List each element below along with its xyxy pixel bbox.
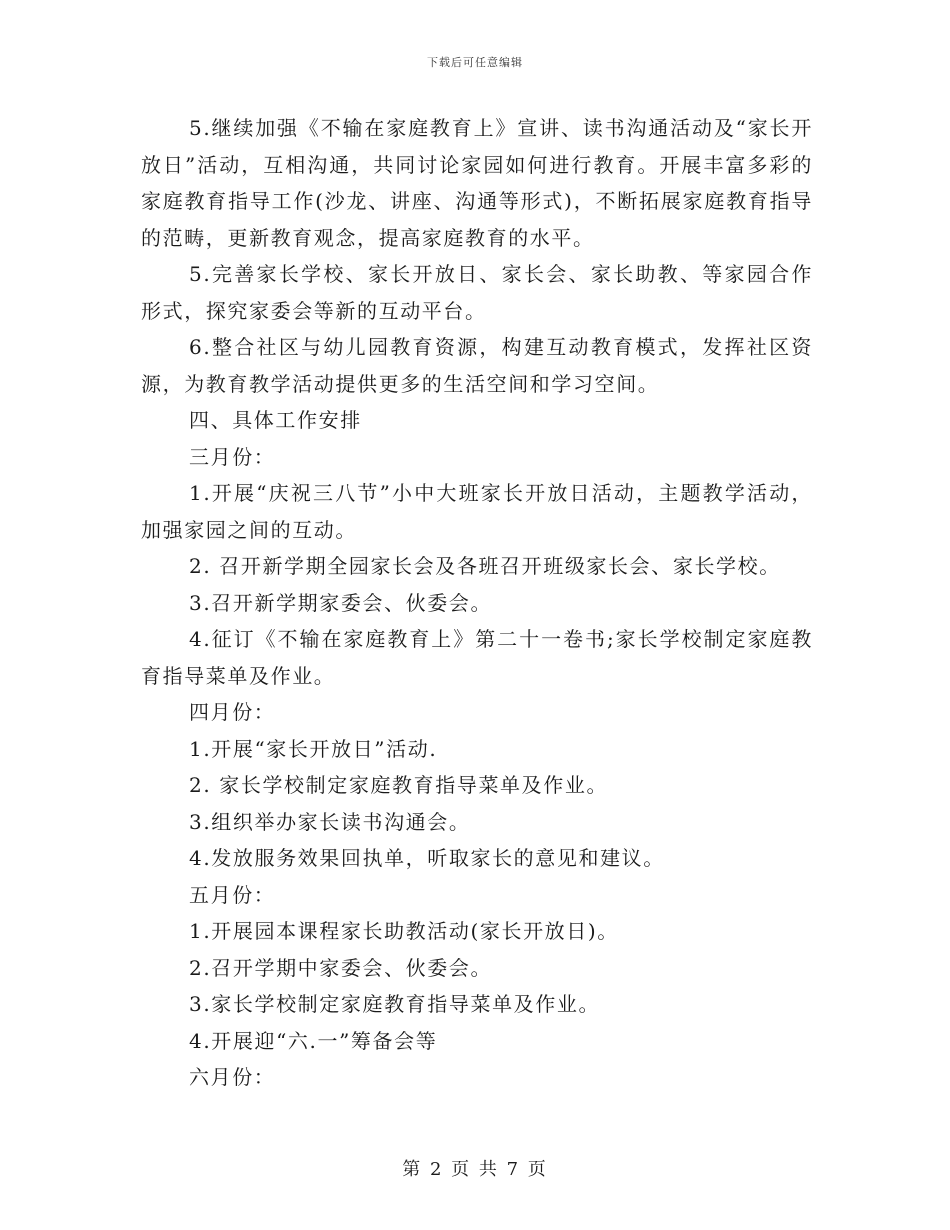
paragraph: 1.开展“庆祝三八节”小中大班家长开放日活动，主题教学活动，加强家园之间的互动。 bbox=[141, 481, 813, 542]
paragraph: 2. 家长学校制定家庭教育指导菜单及作业。 bbox=[189, 773, 609, 797]
paragraph: 6.整合社区与幼儿园教育资源，构建互动教育模式，发挥社区资源，为教育教学活动提供更多的生活空间和学习空间。 bbox=[141, 335, 813, 396]
paragraph: 5.完善家长学校、家长开放日、家长会、家长助教、等家园合作形式，探究家委会等新的互动平台。 bbox=[141, 262, 813, 323]
month-heading: 五月份： bbox=[189, 882, 276, 907]
page-footer: 第 2 页 共 7 页 bbox=[402, 1159, 548, 1180]
month-heading: 四月份： bbox=[189, 700, 276, 724]
paragraph: 3.召开新学期家委会、伙委会。 bbox=[189, 590, 493, 615]
paragraph: 3.组织举办家长读书沟通会。 bbox=[189, 809, 471, 834]
paragraph: 4.开展迎“六.一”筹备会等 bbox=[189, 1028, 438, 1053]
paragraph: 3.家长学校制定家庭教育指导菜单及作业。 bbox=[189, 992, 601, 1016]
month-heading: 六月份： bbox=[189, 1065, 276, 1089]
header-note: 下载后可任意编辑 bbox=[427, 56, 523, 69]
paragraph: 4.发放服务效果回执单，听取家长的意见和建议。 bbox=[189, 846, 665, 870]
paragraph: 2. 召开新学期全园家长会及各班召开班级家长会、家长学校。 bbox=[189, 554, 781, 578]
section-heading: 四、具体工作安排 bbox=[189, 408, 362, 432]
paragraph: 2.召开学期中家委会、伙委会。 bbox=[189, 955, 493, 980]
paragraph: 4.征订《不输在家庭教育上》第二十一卷书;家长学校制定家庭教育指导菜单及作业。 bbox=[141, 627, 813, 688]
document-body bbox=[141, 110, 813, 1096]
month-heading: 三月份： bbox=[189, 444, 276, 469]
paragraph: 1.开展园本课程家长助教活动(家长开放日)。 bbox=[189, 919, 619, 943]
paragraph: 1.开展“家长开放日”活动. bbox=[189, 736, 438, 761]
paragraph: 5.继续加强《不输在家庭教育上》宣讲、读书沟通活动及“家长开放日”活动，互相沟通，共同讨论家园如何进行教育。开展丰富多彩的家庭教育指导工作(沙龙、讲座、沟通等形式)，不断拓展家庭教育指导的范畴，更新教育观念，提高家庭教育的水平。 bbox=[141, 116, 813, 250]
